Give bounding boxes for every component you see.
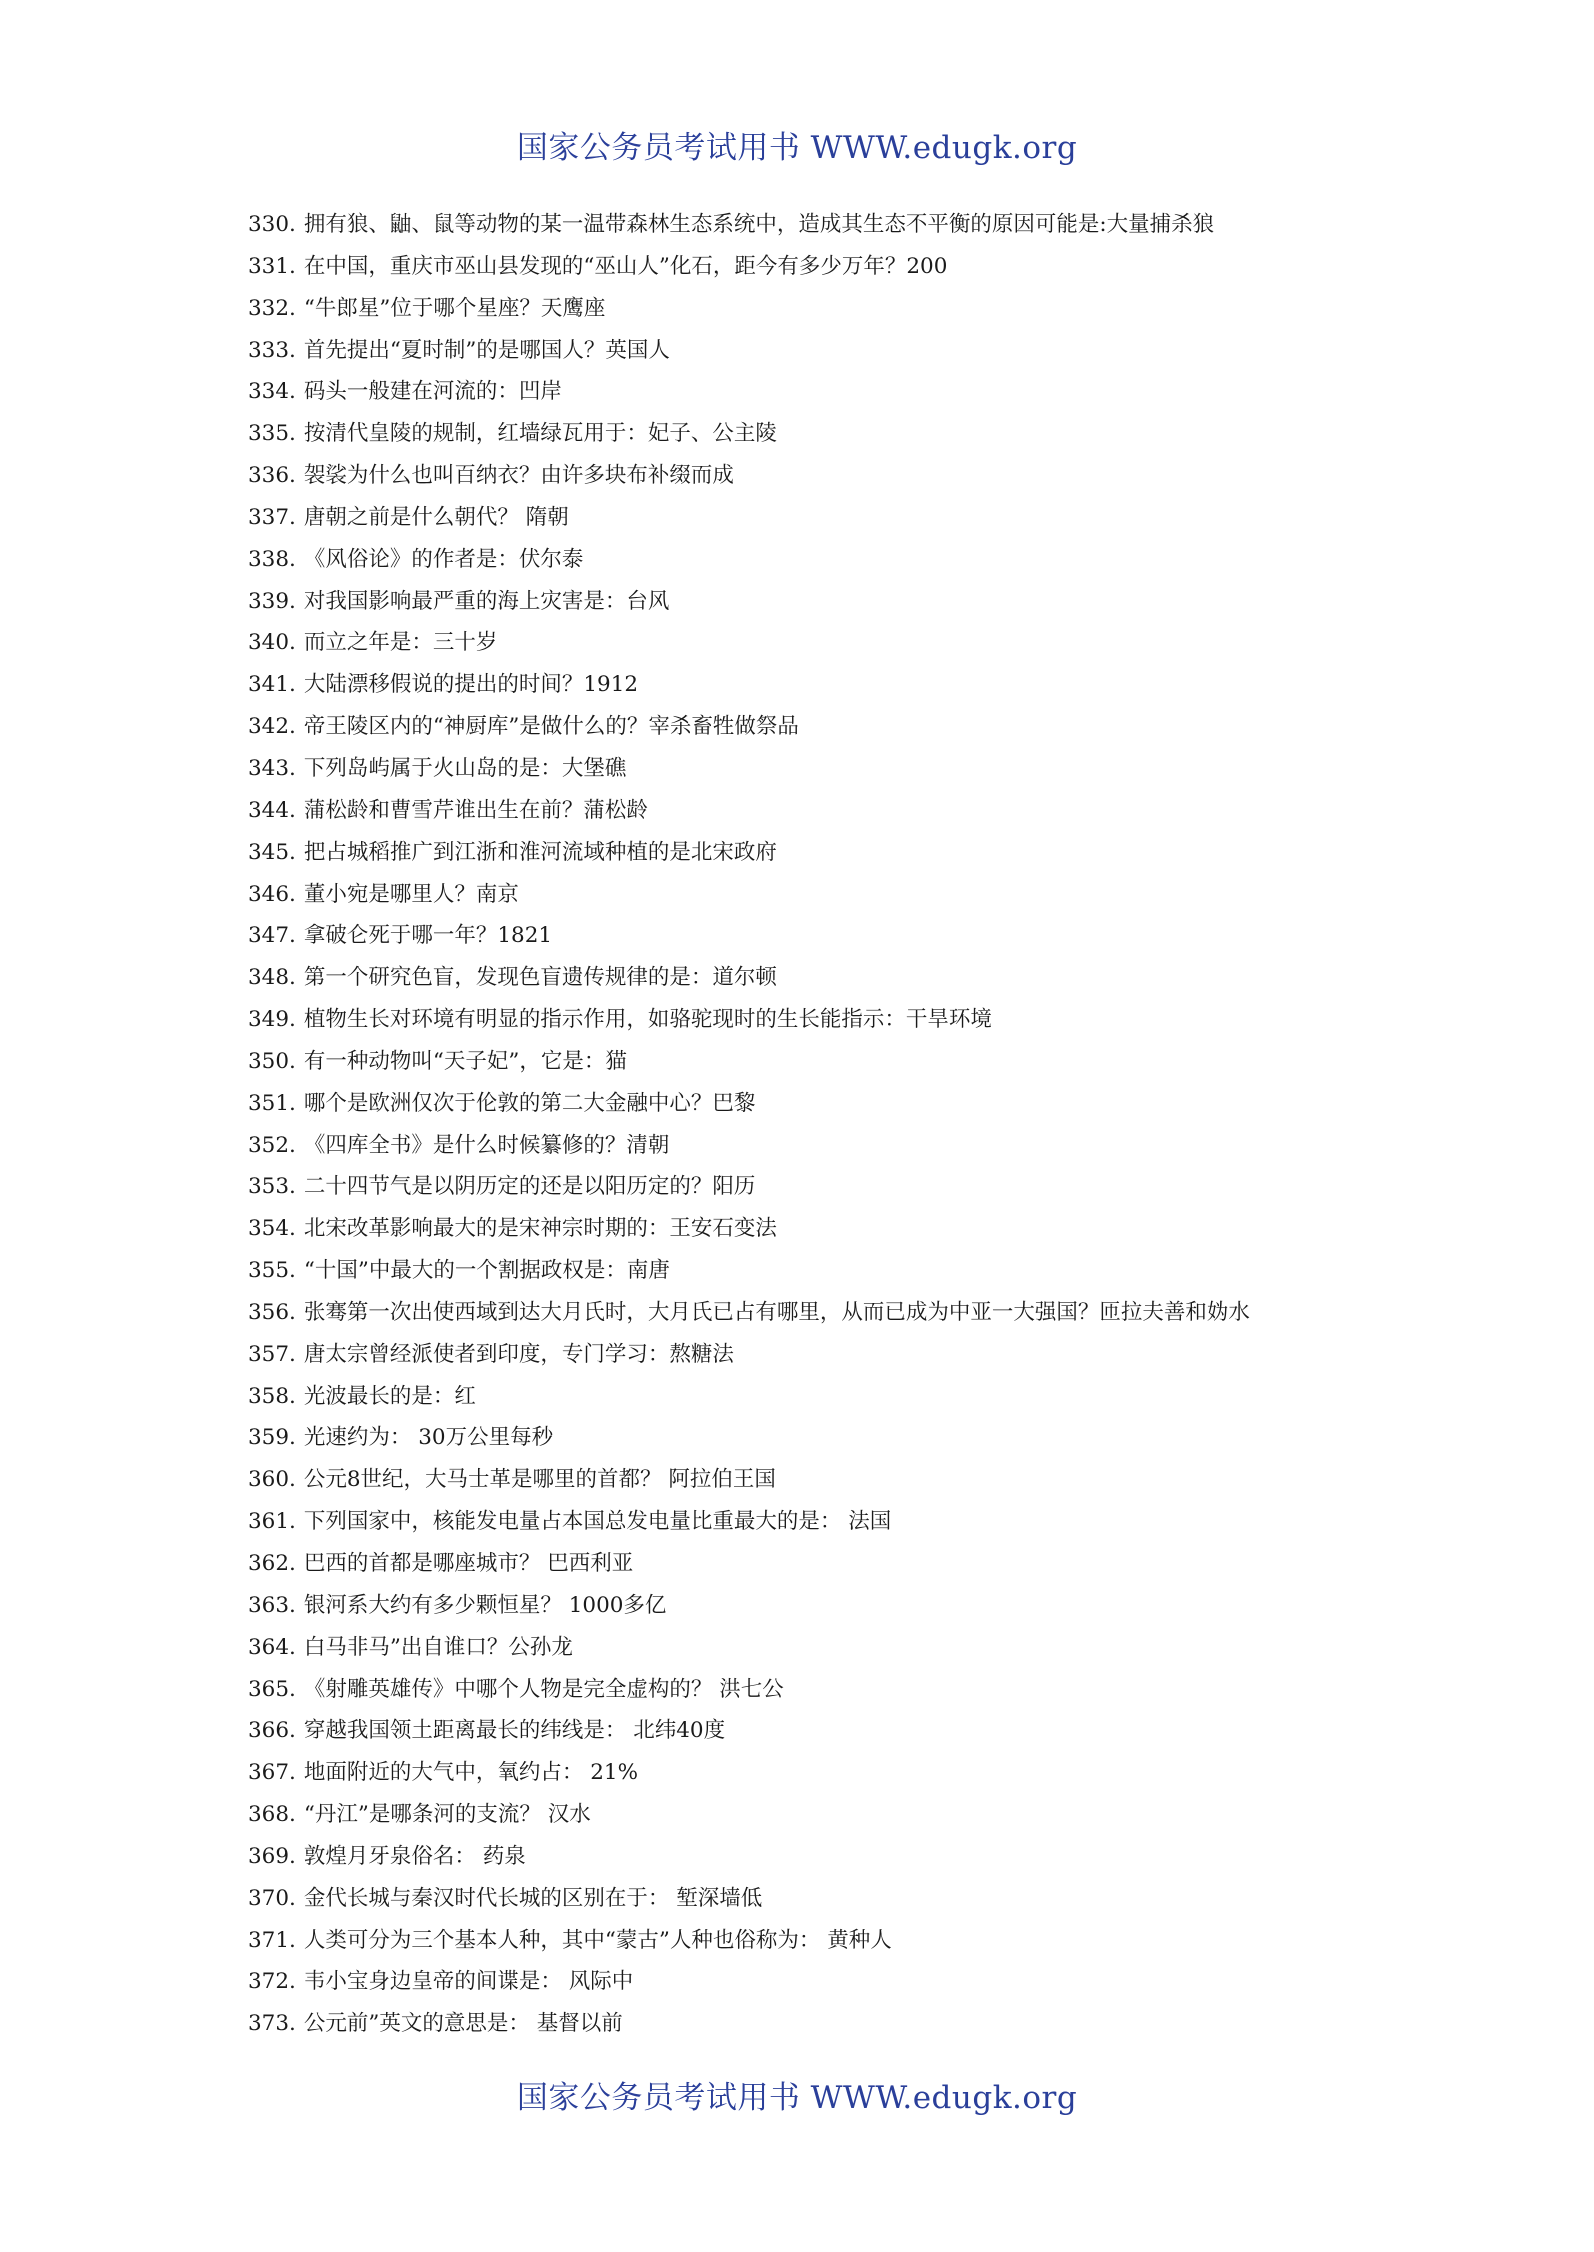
- item-text: 唐朝之前是什么朝代？ 隋朝: [303, 504, 569, 530]
- list-item: [248, 371, 1488, 413]
- item-number: 344.: [248, 797, 296, 823]
- item-number: 361.: [248, 1509, 296, 1535]
- list-item: [248, 832, 1488, 874]
- list-item: [248, 622, 1488, 664]
- item-text: 帝王陵区内的“神厨库”是做什么的？宰杀畜牲做祭品: [303, 714, 799, 740]
- item-text: 白马非马”出自谁口？公孙龙: [303, 1634, 573, 1660]
- item-text: 光速约为： 30万公里每秒: [303, 1425, 554, 1451]
- list-item: [248, 1208, 1488, 1250]
- list-item: [248, 1920, 1488, 1962]
- item-text: 第一个研究色盲，发现色盲遗传规律的是：道尔顿: [303, 965, 777, 991]
- list-item: [248, 1083, 1488, 1125]
- item-number: 336.: [248, 463, 296, 489]
- list-item: [248, 664, 1488, 706]
- item-number: 373.: [248, 2011, 296, 2037]
- item-text: 袈裟为什么也叫百纳衣？由许多块布补缀而成: [303, 463, 734, 489]
- item-text: 公元8世纪，大马士革是哪里的首都？ 阿拉伯王国: [303, 1467, 776, 1493]
- list-item: [248, 246, 1488, 288]
- item-text: 人类可分为三个基本人种，其中“蒙古”人种也俗称为： 黄种人: [303, 1927, 892, 1953]
- item-number: 354.: [248, 1216, 296, 1242]
- item-text: 哪个是欧洲仅次于伦敦的第二大金融中心？巴黎: [303, 1090, 756, 1116]
- list-item: [248, 330, 1488, 372]
- item-number: 364.: [248, 1634, 296, 1660]
- item-text: 而立之年是：三十岁: [303, 630, 498, 656]
- item-number: 350.: [248, 1048, 296, 1074]
- list-item: [248, 1334, 1488, 1376]
- list-item: [248, 748, 1488, 790]
- item-number: 348.: [248, 965, 296, 991]
- item-text: 巴西的首都是哪座城市？ 巴西利亚: [303, 1551, 634, 1576]
- list-item: [248, 539, 1488, 581]
- list-item: [248, 413, 1488, 455]
- item-text: 对我国影响最严重的海上灾害是：台风: [303, 588, 670, 614]
- list-item: [248, 1752, 1488, 1794]
- item-text: 张骞第一次出使西域到达大月氏时，大月氏已占有哪里，从而已成为中亚一大强国？匝拉夫善和妫水: [303, 1299, 1250, 1325]
- item-text: 拥有狼、鼬、鼠等动物的某一温带森林生态系统中，造成其生态不平衡的原因可能是:大量捕杀狼: [303, 212, 1215, 237]
- list-item: [248, 1166, 1488, 1208]
- item-number: 337.: [248, 504, 296, 530]
- item-number: 360.: [248, 1467, 296, 1493]
- item-text: 大陆漂移假说的提出的时间？1912: [303, 672, 639, 698]
- item-number: 345.: [248, 839, 296, 865]
- item-text: 《射雕英雄传》中哪个人物是完全虚构的？ 洪七公: [303, 1676, 784, 1702]
- item-number: 334.: [248, 379, 296, 405]
- item-number: 352.: [248, 1132, 296, 1158]
- list-item: [248, 1376, 1488, 1418]
- list-item: [248, 1250, 1488, 1292]
- list-item: [248, 790, 1488, 832]
- item-number: 355.: [248, 1258, 296, 1284]
- list-item: [248, 1836, 1488, 1878]
- item-number: 346.: [248, 881, 296, 907]
- item-number: 358.: [248, 1383, 296, 1409]
- item-text: “十国”中最大的一个割据政权是：南唐: [303, 1258, 670, 1284]
- item-text: 公元前”英文的意思是： 基督以前: [303, 2011, 623, 2037]
- list-item: [248, 1041, 1488, 1083]
- item-number: 359.: [248, 1425, 296, 1451]
- list-item: [248, 706, 1488, 748]
- item-text: 首先提出“夏时制”的是哪国人？英国人: [303, 337, 670, 363]
- item-number: 356.: [248, 1299, 296, 1325]
- item-number: 351.: [248, 1090, 296, 1116]
- list-item: [248, 999, 1488, 1041]
- list-item: [248, 1543, 1488, 1585]
- item-number: 372.: [248, 1969, 296, 1995]
- item-number: 371.: [248, 1927, 296, 1953]
- list-item: [248, 204, 1488, 246]
- item-text: 光波最长的是：红: [303, 1383, 476, 1409]
- item-number: 353.: [248, 1174, 296, 1200]
- list-item: [248, 957, 1488, 999]
- item-number: 338.: [248, 546, 296, 572]
- list-item: [248, 1710, 1488, 1752]
- list-item: [248, 1585, 1488, 1627]
- item-text: 《四库全书》是什么时候纂修的？清朝: [303, 1132, 670, 1158]
- list-item: [248, 1669, 1488, 1711]
- list-item: [248, 455, 1488, 497]
- item-number: 335.: [248, 421, 296, 447]
- item-text: 二十四节气是以阴历定的还是以阳历定的？阳历: [303, 1174, 756, 1200]
- list-item: [248, 1501, 1488, 1543]
- item-number: 349.: [248, 1007, 296, 1033]
- item-number: 330.: [248, 212, 296, 237]
- item-number: 367.: [248, 1760, 296, 1786]
- item-number: 340.: [248, 630, 296, 656]
- item-number: 368.: [248, 1802, 296, 1828]
- page-footer: 国家公务员考试用书 WWW.edugk.org: [516, 2080, 1078, 2116]
- item-text: 码头一般建在河流的：凹岸: [303, 379, 562, 405]
- question-list: [248, 204, 1488, 2045]
- item-text: “丹江”是哪条河的支流？ 汉水: [303, 1802, 591, 1828]
- list-item: [248, 1292, 1488, 1334]
- item-text: 金代长城与秦汉时代长城的区别在于： 堑深墙低: [303, 1885, 763, 1911]
- list-item: [248, 288, 1488, 330]
- item-number: 363.: [248, 1592, 296, 1618]
- list-item: [248, 1417, 1488, 1459]
- page-header: 国家公务员考试用书 WWW.edugk.org: [516, 130, 1078, 166]
- item-number: 365.: [248, 1676, 296, 1702]
- list-item: [248, 1794, 1488, 1836]
- item-number: 339.: [248, 588, 296, 614]
- list-item: [248, 2003, 1488, 2045]
- list-item: [248, 581, 1488, 623]
- item-number: 369.: [248, 1843, 296, 1869]
- item-text: 把占城稻推广到江浙和淮河流域种植的是北宋政府: [303, 839, 777, 865]
- item-text: 拿破仑死于哪一年？1821: [303, 923, 553, 949]
- item-text: 韦小宝身边皇帝的间谍是： 风际中: [303, 1969, 634, 1995]
- list-item: [248, 497, 1488, 539]
- list-item: [248, 1459, 1488, 1501]
- item-text: 地面附近的大气中，氧约占： 21%: [303, 1760, 638, 1786]
- item-number: 342.: [248, 714, 296, 740]
- item-number: 331.: [248, 253, 296, 279]
- list-item: [248, 874, 1488, 916]
- list-item: [248, 915, 1488, 957]
- item-number: 347.: [248, 923, 296, 949]
- item-number: 357.: [248, 1341, 296, 1367]
- item-text: 下列国家中，核能发电量占本国总发电量比重最大的是： 法国: [303, 1509, 892, 1535]
- item-text: 下列岛屿属于火山岛的是：大堡礁: [303, 755, 627, 781]
- list-item: [248, 1125, 1488, 1167]
- item-text: 穿越我国领土距离最长的纬线是： 北纬40度: [303, 1718, 726, 1744]
- item-text: 银河系大约有多少颗恒星？ 1000多亿: [303, 1592, 667, 1618]
- item-number: 370.: [248, 1885, 296, 1911]
- item-number: 332.: [248, 295, 296, 321]
- list-item: [248, 1878, 1488, 1920]
- item-number: 333.: [248, 337, 296, 363]
- item-text: 有一种动物叫“天子妃”，它是：猫: [303, 1048, 627, 1074]
- item-text: “牛郎星”位于哪个星座？天鹰座: [303, 295, 606, 321]
- item-text: 唐太宗曾经派使者到印度，专门学习：熬糖法: [303, 1341, 734, 1367]
- item-text: 北宋改革影响最大的是宋神宗时期的：王安石变法: [303, 1216, 777, 1242]
- list-item: [248, 1627, 1488, 1669]
- item-text: 敦煌月牙泉俗名： 药泉: [303, 1843, 526, 1869]
- item-text: 《风俗论》的作者是：伏尔泰: [303, 546, 584, 572]
- item-text: 按清代皇陵的规制，红墙绿瓦用于：妃子、公主陵: [303, 421, 777, 447]
- list-item: [248, 1961, 1488, 2003]
- item-text: 蒲松龄和曹雪芹谁出生在前？蒲松龄: [303, 797, 648, 823]
- item-text: 在中国，重庆市巫山县发现的“巫山人”化石，距今有多少万年？200: [303, 253, 948, 279]
- item-number: 341.: [248, 672, 296, 698]
- item-number: 343.: [248, 755, 296, 781]
- item-text: 董小宛是哪里人？南京: [303, 881, 519, 907]
- item-text: 植物生长对环境有明显的指示作用，如骆驼现时的生长能指示：干旱环境: [303, 1007, 992, 1033]
- item-number: 362.: [248, 1551, 296, 1576]
- item-number: 366.: [248, 1718, 296, 1744]
